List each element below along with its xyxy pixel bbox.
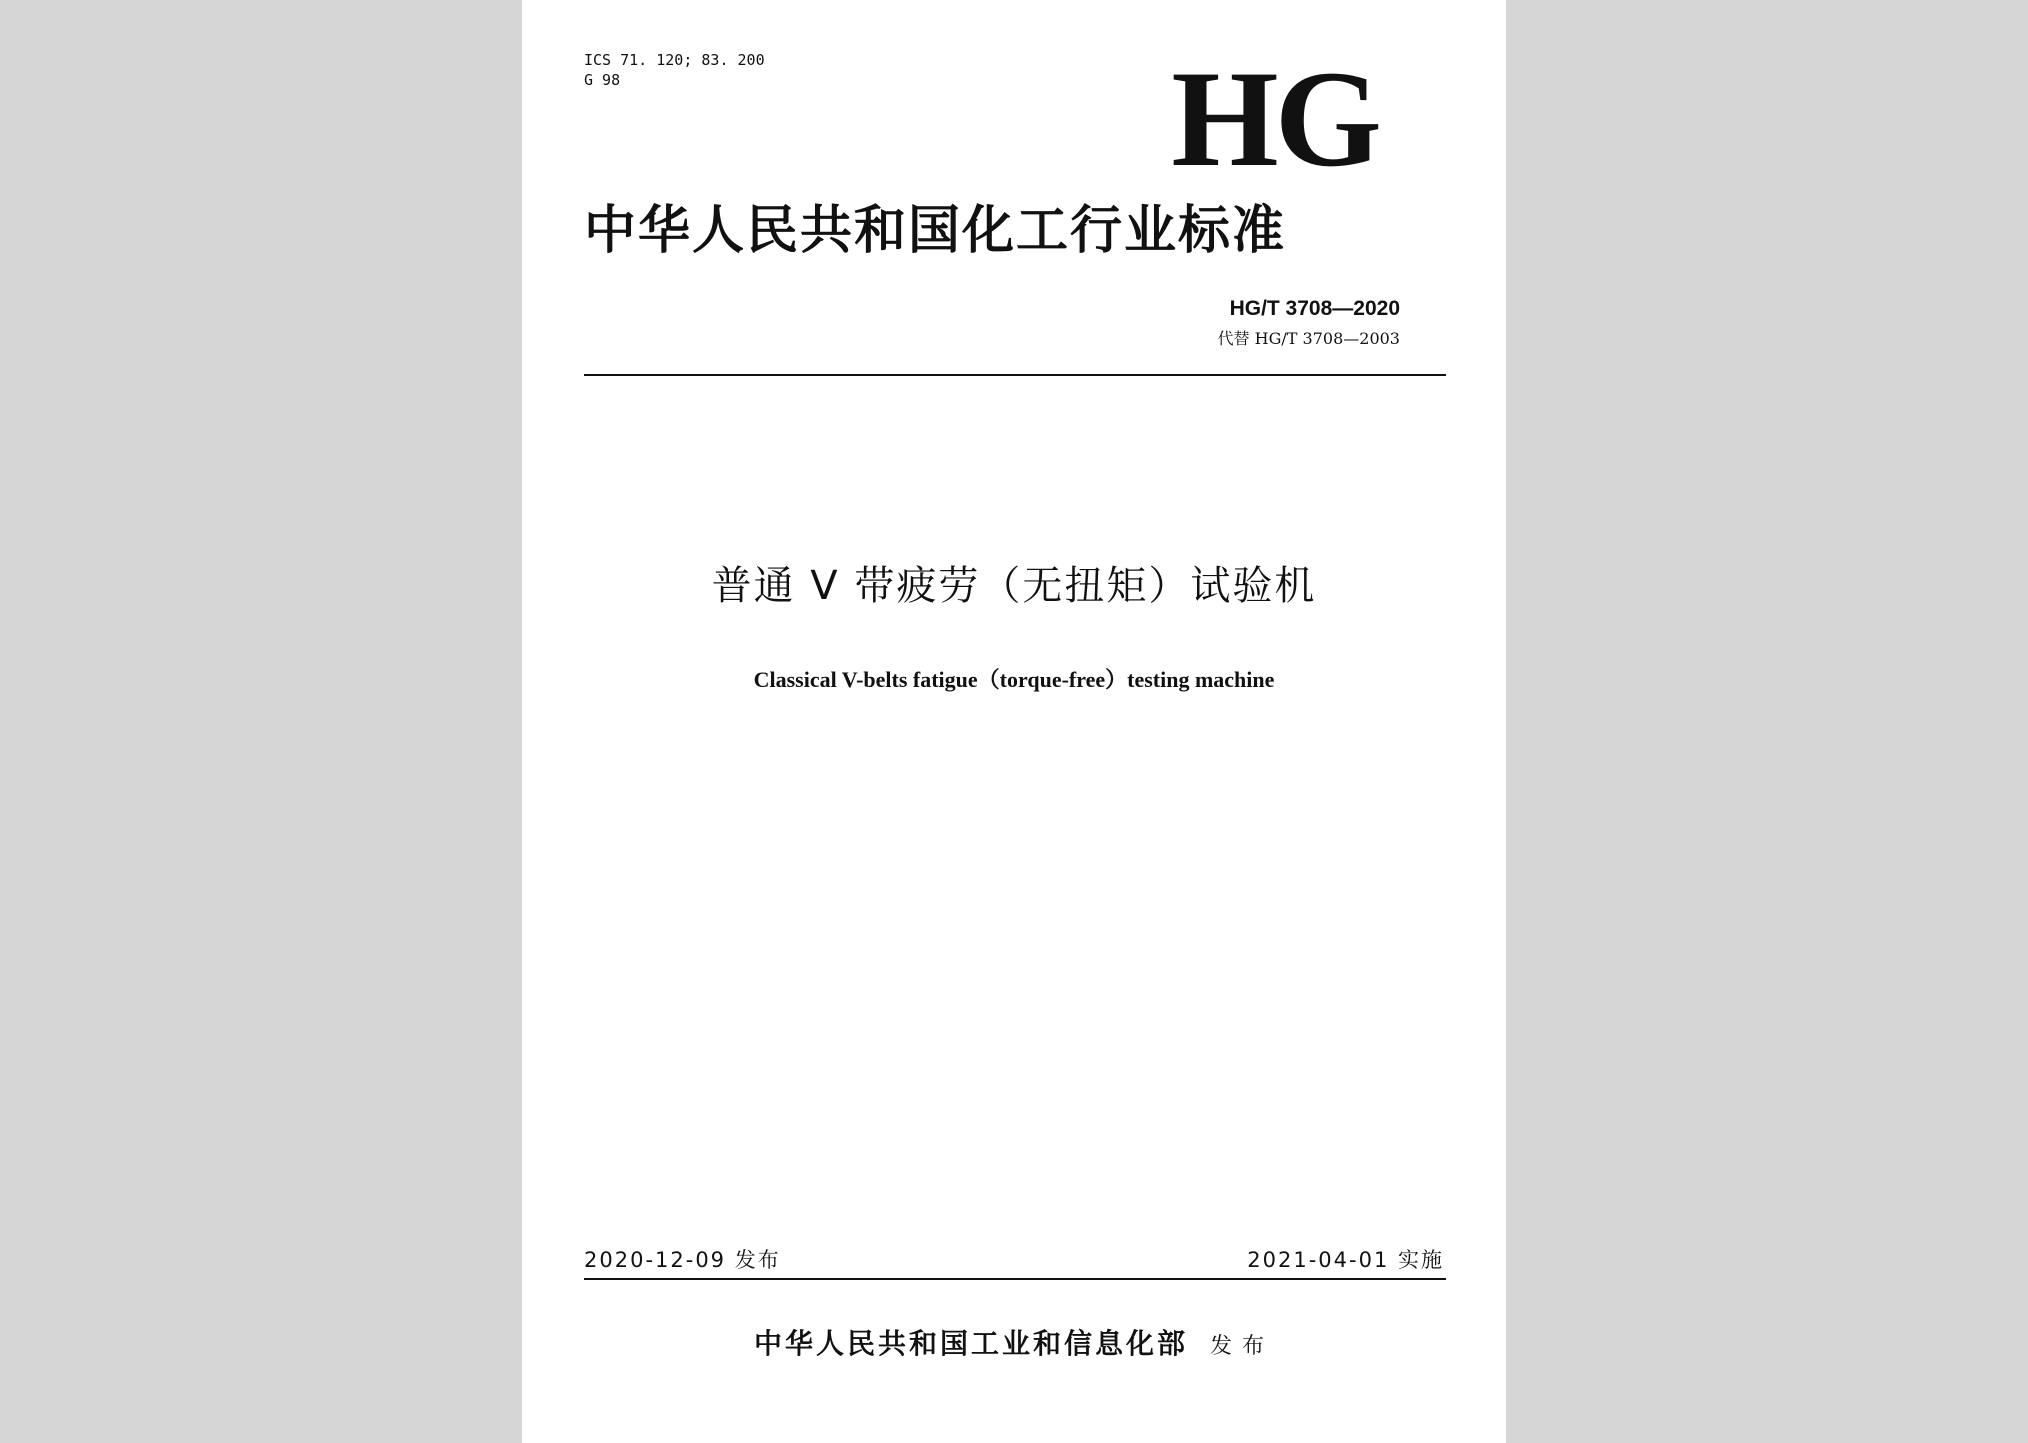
replaces-note: 代替 HG/T 3708—2003: [1217, 329, 1400, 348]
publisher-name: 中华人民共和国工业和信息化部: [753, 1327, 1188, 1360]
hg-logo: HG: [1171, 42, 1378, 195]
issue-date: 2020-12-09 发布: [584, 1248, 781, 1272]
publisher-line: [522, 1324, 1506, 1367]
category-code: G 98: [584, 71, 621, 89]
bottom-divider: [584, 1278, 1446, 1280]
standard-title: 中华人民共和国化工行业标准: [584, 201, 1287, 261]
chinese-title: 普通 V 带疲劳（无扭矩）试验机: [711, 563, 1317, 609]
publish-action: 发布: [1210, 1334, 1275, 1359]
ics-code: ICS 71. 120; 83. 200: [584, 51, 765, 69]
implementation-date: 2021-04-01 实施: [1247, 1248, 1444, 1272]
english-title: Classical V-belts fatigue（torque-free）testing machine: [753, 667, 1275, 692]
standard-cover-page: [522, 0, 1506, 1443]
top-divider: [584, 374, 1446, 376]
standard-number: HG/T 3708—2020: [1229, 297, 1400, 320]
